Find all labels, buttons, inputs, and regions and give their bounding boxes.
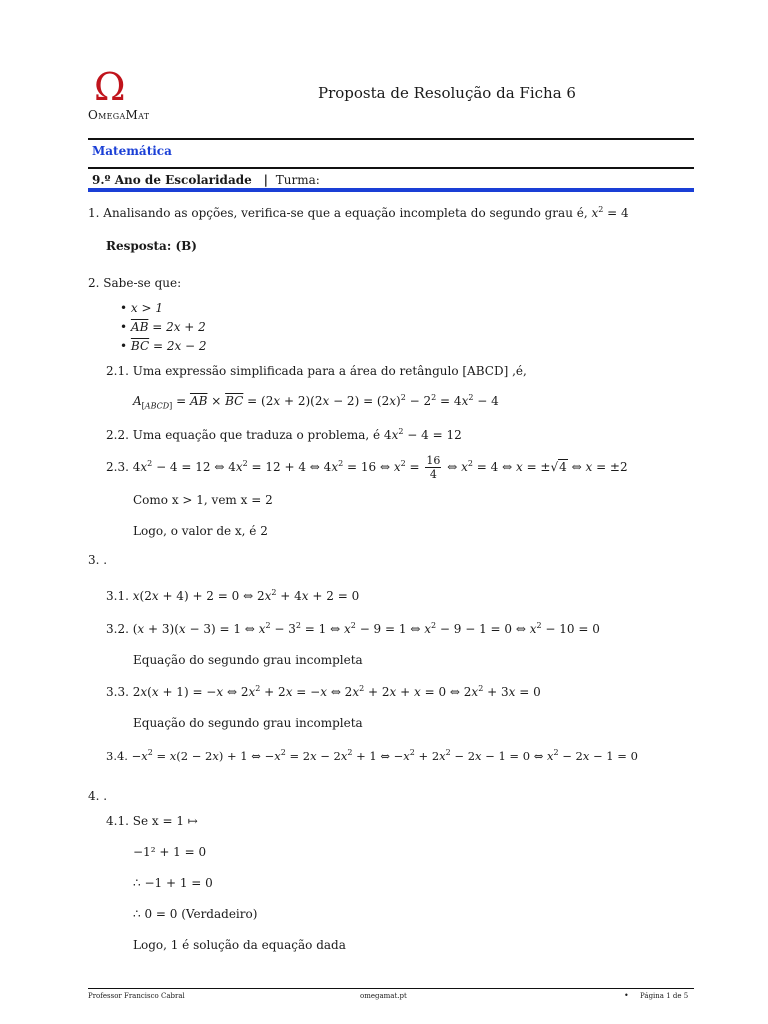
class-label: Turma:	[275, 173, 320, 187]
q3-4-equation: $-x^2 = x(2 - 2x) + 1$ ⇔ $-x^2 = 2x - 2x^2 + 1$ ⇔ $-x^2 + 2x^2 - 2x - 1 = 0$ ⇔ $x^2 - 2x - 1 = 0$	[131, 748, 638, 763]
q2-2-text: Uma equação que traduza o problema, é	[132, 428, 381, 442]
q2-2-number: 2.2.	[106, 428, 129, 442]
footer-rule	[88, 988, 694, 989]
q2-bullet-1	[120, 301, 163, 315]
q3-1-number: 3.1.	[106, 589, 129, 603]
footer-author: Professor Francisco Cabral	[88, 992, 185, 1000]
q4-number: 4.	[88, 789, 100, 803]
q2-1-line	[106, 364, 527, 378]
q2-1-equation: $A_{[ABCD]} = \overline{AB} \times \overline{BC} = (2x + 2)(2x - 2) = (2x)^2 - 2^2 = 4x^2 - 4$	[133, 393, 499, 411]
q4-dot: .	[103, 789, 108, 803]
bullet-dot-icon: •	[120, 339, 128, 353]
q3-3-number: 3.3.	[106, 685, 129, 699]
q2-number: 2.	[88, 276, 100, 290]
bullet-dot-icon: •	[120, 301, 128, 315]
q1-equation: $x^2 = 4$	[591, 205, 629, 220]
q4-1-step-3: ∴ 0 = 0 (Verdadeiro)	[133, 907, 258, 921]
grade-separator: |	[263, 173, 268, 187]
q4-line	[88, 789, 107, 803]
omega-logo-icon: Ω	[94, 65, 126, 109]
q3-4-line	[106, 749, 638, 763]
q2-intro-text: Sabe-se que:	[103, 276, 182, 290]
footer-page-number: Página 1 de 5	[640, 992, 689, 1000]
subject-label: Matemática	[92, 144, 172, 158]
q2-bullet-2: • $\overline{AB} = 2x + 2$	[120, 320, 206, 334]
q3-1-line	[106, 589, 359, 603]
grade-label: 9.º Ano de Escolaridade	[92, 173, 252, 187]
q2-bullet-3: • $\overline{BC} = 2x - 2$	[120, 339, 207, 353]
q2-intro	[88, 276, 181, 290]
q2-3-line	[106, 454, 628, 481]
q4-1-line	[106, 814, 198, 828]
q3-number: 3.	[88, 553, 100, 567]
brand-name: OmegaMat	[88, 108, 150, 122]
q3-2-number: 3.2.	[106, 622, 129, 636]
q3-2-line	[106, 622, 600, 636]
header-rule-blue	[88, 188, 694, 192]
q3-4-number: 3.4.	[106, 749, 128, 763]
q3-3-note: Equação do segundo grau incompleta	[133, 716, 363, 730]
q3-line	[88, 553, 107, 567]
q1-number: 1.	[88, 206, 100, 220]
header-rule-middle	[88, 167, 694, 169]
q2-2-line	[106, 428, 462, 442]
q2-2-equation: $4x^2 - 4 = 12$	[383, 427, 462, 442]
q2-bullet-2-text: = 2x + 2	[152, 320, 206, 334]
q2-3-conclusion: Logo, o valor de x, é 2	[133, 524, 268, 538]
q4-1-intro: Se x = 1 ↦	[132, 814, 198, 828]
q3-dot: .	[103, 553, 108, 567]
q2-3-number: 2.3.	[106, 460, 129, 474]
q1-text: Analisando as opções, verifica-se que a equação incompleta do segundo grau é,	[103, 206, 588, 220]
q3-1-equation: x(2x + 4) + 2 = 0 ⇔ $2x^2 + 4x + 2 = 0$	[132, 588, 360, 603]
q4-1-conclusion: Logo, 1 é solução da equação dada	[133, 938, 346, 952]
q1-line	[88, 206, 629, 220]
q4-1-number: 4.1.	[106, 814, 129, 828]
q2-3-since: Como x > 1, vem x = 2	[133, 493, 273, 507]
q4-1-step-1: −1² + 1 = 0	[133, 845, 207, 859]
q3-3-line	[106, 685, 541, 699]
bullet-dot-icon: •	[120, 320, 128, 334]
q3-3-equation: 2x(x + 1) = −x ⇔ $2x^2 + 2x = -x$ ⇔ $2x^2 + 2x + x = 0$ ⇔ $2x^2 + 3x = 0$	[132, 684, 541, 699]
footer-site: omegamat.pt	[360, 992, 407, 1000]
q4-1-step-2: ∴ −1 + 1 = 0	[133, 876, 213, 890]
grade-row	[92, 173, 320, 187]
q2-1-text: Uma expressão simplificada para a área do retângulo [ABCD] ,é,	[132, 364, 527, 378]
page-title: Proposta de Resolução da Ficha 6	[318, 84, 576, 102]
q2-1-number: 2.1.	[106, 364, 129, 378]
q3-2-note: Equação do segundo grau incompleta	[133, 653, 363, 667]
header-rule-top	[88, 138, 694, 140]
q3-2-equation: (x + 3)(x − 3) = 1 ⇔ $x^2 - 3^2 = 1$ ⇔ $x^2 - 9 = 1$ ⇔ $x^2 - 9 - 1 = 0$ ⇔ $x^2 - 10 = 0$	[132, 621, 600, 636]
q2-bullet-1-text: x > 1	[130, 301, 163, 315]
q1-answer: Resposta: (B)	[106, 239, 197, 253]
q2-bullet-3-text: = 2x − 2	[152, 339, 207, 353]
footer-bullet-icon: •	[624, 991, 629, 1000]
q2-3-equation: $4x^2 - 4 = 12$ ⇔ $4x^2 = 12 + 4$ ⇔ $4x^2 = 16$ ⇔ $x^2$ = $\frac{16}{4}$ ⇔ $x^2 = 4$ ⇔ x = ±√4 ⇔ x = ±2	[132, 454, 628, 481]
